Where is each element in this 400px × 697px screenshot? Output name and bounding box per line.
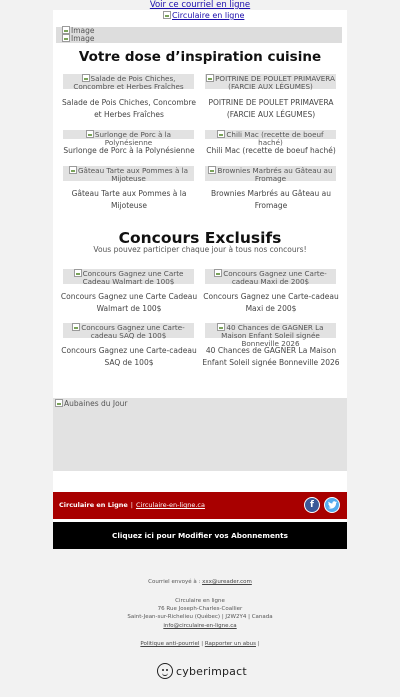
broken-image-icon	[72, 323, 80, 331]
contest-caption[interactable]: Concours Gagnez une Carte-cadeau SAQ de 100$	[61, 346, 197, 367]
address-line-2: Saint-Jean-sur-Richelieu (Québec) | J2W2Y4 | Canada	[127, 614, 273, 620]
broken-image-icon	[86, 130, 94, 138]
broken-image-icon	[214, 269, 222, 277]
recipe-image-alt: POITRINE DE POULET PRIMAVERA (FARCIE AUX LÉGUMES)	[215, 74, 335, 91]
contest-caption[interactable]: Concours Gagnez une Carte-cadeau Maxi de 200$	[203, 292, 339, 313]
recipe-caption[interactable]: Brownies Marbrés au Gâteau au Fromage	[210, 189, 332, 210]
broken-image-icon	[163, 11, 171, 19]
contest-image[interactable]	[63, 269, 194, 284]
contests-title: Concours Exclusifs	[118, 229, 282, 247]
footer-separator: |	[130, 501, 133, 509]
recipe-caption[interactable]: Salade de Pois Chiches, Concombre et Herbes Fraîches	[62, 98, 196, 119]
footer-bar	[53, 492, 347, 519]
deals-alt	[55, 399, 128, 408]
recipe-image-alt: Gâteau Tarte aux Pommes à la Mijoteuse	[77, 166, 189, 183]
recipe-image-alt: Brownies Marbrés au Gâteau au Fromage	[217, 166, 333, 183]
recipe-caption[interactable]: POITRINE DE POULET PRIMAVERA (FARCIE AUX LÉGUMES)	[208, 98, 334, 119]
legal-separator: |	[201, 641, 204, 647]
hero-alt-2	[62, 34, 95, 43]
footer-text	[59, 501, 205, 509]
hero-alt-text: Image	[71, 26, 95, 35]
broken-image-icon	[62, 34, 70, 42]
footer-site-link[interactable]: Circulaire-en-ligne.ca	[135, 501, 205, 509]
broken-image-icon	[55, 399, 63, 407]
company-name: Circulaire en ligne	[175, 598, 225, 604]
twitter-bird-glyph	[328, 501, 337, 509]
view-online-link[interactable]: Voir ce courriel en ligne	[149, 0, 251, 10]
inspiration-title: Votre dose d’inspiration cuisine	[78, 49, 322, 65]
address-line-1: 76 Rue Joseph-Charles-Coallier	[157, 606, 243, 612]
contest-image-alt: Concours Gagnez une Carte-cadeau SAQ de 100$	[81, 323, 185, 340]
recipe-caption[interactable]: Surlonge de Porc à la Polynésienne	[63, 146, 195, 155]
hero-alt-text: Image	[71, 34, 95, 43]
hero-image[interactable]	[56, 27, 342, 43]
recipe-image-alt: Salade de Pois Chiches, Concombre et Herbes Fraîches	[73, 74, 184, 91]
broken-image-icon	[208, 166, 216, 174]
footer-brand: Circulaire en Ligne	[59, 501, 128, 509]
report-abuse-link[interactable]: Rapporter un abus	[204, 641, 256, 647]
contest-caption[interactable]: 40 Chances de GAGNER La Maison Enfant Soleil signée Bonneville 2026	[202, 346, 340, 367]
deals-alt-text: Aubaines du Jour	[64, 399, 128, 408]
broken-image-icon	[217, 130, 225, 138]
contest-image-alt: 40 Chances de GAGNER La Maison Enfant Soleil signée Bonneville 2026	[221, 323, 324, 348]
cyberimpact-logo-icon	[157, 663, 173, 679]
contest-image[interactable]	[63, 323, 194, 338]
manage-subscriptions-button[interactable]: Cliquez ici pour Modifier vos Abonnements	[53, 522, 347, 549]
contests-subtitle: Vous pouvez participer chaque jour à tous nos concours!	[93, 245, 307, 254]
broken-image-icon	[69, 166, 77, 174]
contest-image[interactable]	[205, 269, 336, 284]
cyberimpact-name: cyberimpact	[176, 664, 247, 678]
cyberimpact-logo[interactable]	[157, 662, 247, 680]
legal-links	[0, 640, 400, 648]
anti-spam-policy-link[interactable]: Politique anti-pourriel	[140, 641, 200, 647]
sent-to-line	[0, 578, 400, 586]
recipe-caption[interactable]: Chili Mac (recette de boeuf haché)	[206, 146, 336, 155]
recipe-caption[interactable]: Gâteau Tarte aux Pommes à la Mijoteuse	[71, 189, 187, 210]
sent-to-email[interactable]: xxx@ureader.com	[202, 579, 252, 585]
contest-image[interactable]	[205, 323, 336, 348]
recipe-image[interactable]	[205, 130, 336, 147]
contest-image-alt: Concours Gagnez une Carte Cadeau Walmart de 100$	[82, 269, 184, 286]
broken-image-icon	[206, 74, 214, 82]
deals-banner[interactable]	[53, 398, 347, 471]
recipe-image-alt: Surlonge de Porc à la Polynésienne	[94, 130, 172, 147]
recipe-image[interactable]	[205, 74, 336, 89]
contact-email[interactable]: info@circulaire-en-ligne.ca	[163, 623, 237, 629]
recipe-image[interactable]	[205, 166, 336, 181]
contest-image-alt: Concours Gagnez une Carte-cadeau Maxi de 200$	[223, 269, 327, 286]
broken-image-icon	[82, 74, 90, 82]
contest-caption[interactable]: Concours Gagnez une Carte Cadeau Walmart de 100$	[60, 292, 198, 313]
broken-image-icon	[217, 323, 225, 331]
legal-separator: |	[257, 641, 260, 647]
twitter-icon[interactable]	[324, 497, 340, 513]
sent-to-label: Courriel envoyé à :	[148, 579, 201, 585]
recipe-image-alt: Chili Mac (recette de boeuf haché)	[226, 130, 324, 147]
logo-link[interactable]	[163, 11, 244, 20]
recipe-image[interactable]	[63, 130, 194, 147]
broken-image-icon	[74, 269, 82, 277]
recipe-image[interactable]	[63, 74, 194, 89]
facebook-icon[interactable]: f	[304, 497, 320, 513]
contact-email-line	[0, 622, 400, 630]
recipe-image[interactable]	[63, 166, 194, 181]
logo-alt: Circulaire en ligne	[172, 11, 245, 20]
broken-image-icon	[62, 26, 70, 34]
email-body	[53, 10, 347, 549]
